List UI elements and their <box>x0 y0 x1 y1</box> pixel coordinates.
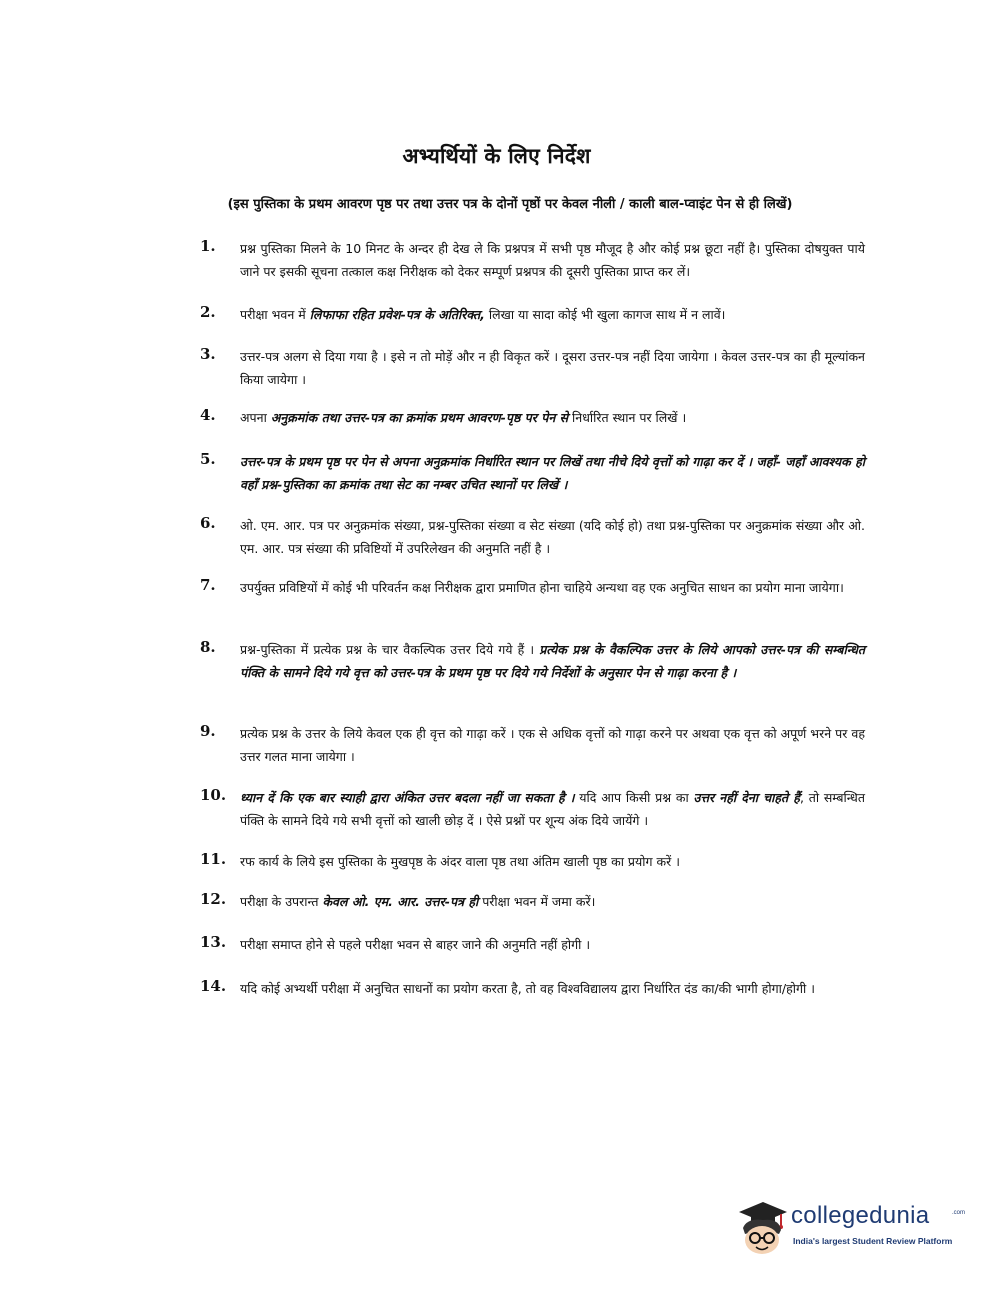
instruction-text <box>240 933 865 956</box>
instruction-text <box>240 977 865 1000</box>
instruction-text <box>240 237 865 283</box>
instruction-number: 10. <box>200 786 227 804</box>
instruction-segment: रफ कार्य के लिये इस पुस्तिका के मुखपृष्ठ के अंदर वाला पृष्ठ तथा अंतिम खाली पृष्ठ का प्रयोग करें । <box>240 854 680 869</box>
instruction-emphasis: उत्तर-पत्र के प्रथम पृष्ठ पर पेन से अपना अनुक्रमांक निर्धारित स्थान पर लिखें तथा नीचे दिये वृत्तों को गाढ़ा कर दें । जहाँ- जहाँ आवश्यक हो वहाँ प्रश्न-पुस्तिका का क्रमांक तथा सेट का नम्बर उचित स्थानों पर लिखें । <box>240 454 865 492</box>
instruction-emphasis: प्रत्येक प्रश्न के वैकल्पिक उत्तर के लिये आपको उत्तर-पत्र की सम्बन्धित पंक्ति के सामने दिये गये वृत्त को उत्तर-पत्र के प्रथम पृष्ठ पर दिये गये निर्देशों के अनुसार पेन से गाढ़ा करना है । <box>240 642 866 680</box>
instruction-text <box>240 406 865 429</box>
instruction-segment: प्रश्न पुस्तिका मिलने के 10 मिनट के अन्दर ही देख ले कि प्रश्नपत्र में सभी पृष्ठ मौजूद है और कोई प्रश्न छूटा नहीं है। पुस्तिका दोषयुक्त पाये जाने पर इसकी सूचना तत्काल कक्ष निरीक्षक को देकर सम्पूर्ण प्रश्नपत्र की दूसरी पुस्तिका प्राप्त कर लें। <box>240 241 865 279</box>
mascot-icon <box>733 1198 789 1256</box>
instruction-number: 14. <box>200 977 227 995</box>
instruction-segment: परीक्षा समाप्त होने से पहले परीक्षा भवन से बाहर जाने की अनुमति नहीं होगी । <box>240 937 591 952</box>
instruction-segment: , तो सम्बन्धित पंक्ति के सामने दिये गये सभी वृत्तों को खाली छोड़ दें । ऐसे प्रश्नों पर शून्य अंक दिये जायेंगे । <box>240 790 865 828</box>
page-title: अभ्यर्थियों के लिए निर्देश <box>402 144 591 168</box>
instruction-segment: निर्धारित स्थान पर लिखें । <box>568 410 687 425</box>
instruction-segment: यदि कोई अभ्यर्थी परीक्षा में अनुचित साधनों का प्रयोग करता है, तो वह विश्वविद्यालय द्वारा निर्धारित दंड का/की भागी होगा/होगी । <box>240 981 815 996</box>
instruction-text <box>240 890 865 913</box>
instruction-text <box>240 722 865 768</box>
instruction-emphasis: केवल ओ. एम. आर. उत्तर-पत्र ही <box>322 894 479 909</box>
instruction-number: 13. <box>200 933 227 951</box>
instruction-number: 12. <box>200 890 227 908</box>
brand-name: collegedunia <box>791 1202 930 1229</box>
instruction-segment: प्रत्येक प्रश्न के उत्तर के लिये केवल एक ही वृत्त को गाढ़ा करें । एक से अधिक वृत्तों को गाढ़ा करने पर अथवा एक वृत्त को अपूर्ण भरने पर वह उत्तर गलत माना जायेगा । <box>240 726 865 764</box>
instruction-text <box>240 576 865 599</box>
instruction-text <box>240 638 865 684</box>
instruction-text <box>240 850 865 873</box>
collegedunia-logo <box>733 1196 965 1260</box>
instruction-number: 6. <box>200 514 216 532</box>
page-subtitle: (इस पुस्तिका के प्रथम आवरण पृष्ठ पर तथा उत्तर पत्र के दोनों पृष्ठों पर केवल नीली / काली बाल-प्वाइंट पेन से ही लिखें) <box>227 197 793 212</box>
instruction-number: 4. <box>200 406 216 424</box>
instruction-number: 9. <box>200 722 216 740</box>
instruction-text <box>240 303 865 326</box>
instruction-emphasis: लिफाफा रहित प्रवेश-पत्र के अतिरिक्त, <box>309 307 485 322</box>
instruction-number: 7. <box>200 576 216 594</box>
instruction-segment: प्रश्न-पुस्तिका में प्रत्येक प्रश्न के चार वैकल्पिक उत्तर दिये गये हैं । <box>240 642 540 657</box>
instruction-number: 5. <box>200 450 216 468</box>
instruction-segment: अपना <box>240 410 271 425</box>
instruction-number: 3. <box>200 345 216 363</box>
instruction-emphasis: अनुक्रमांक तथा उत्तर-पत्र का क्रमांक प्रथम आवरण-पृष्ठ पर पेन से <box>270 410 569 425</box>
instruction-segment: लिखा या सादा कोई भी खुला कागज साथ में न लावें। <box>484 307 726 322</box>
instruction-number: 11. <box>200 850 227 868</box>
instruction-text <box>240 514 865 560</box>
brand-domain-suffix: .com <box>952 1210 966 1216</box>
instruction-emphasis: उत्तर नहीं देना चाहते हैं <box>693 790 800 805</box>
instruction-segment: उपर्युक्त प्रविष्टियों में कोई भी परिवर्तन कक्ष निरीक्षक द्वारा प्रमाणित होना चाहिये अन्यथा वह एक अनुचित साधन का प्रयोग माना जायेगा। <box>240 580 844 595</box>
instruction-segment: यदि आप किसी प्रश्न का <box>574 790 694 805</box>
instruction-segment: परीक्षा भवन में जमा करें। <box>478 894 596 909</box>
instruction-number: 1. <box>200 237 216 255</box>
brand-tagline: India's largest Student Review Platform <box>793 1236 953 1246</box>
instruction-number: 2. <box>200 303 216 321</box>
instruction-number: 8. <box>200 638 216 656</box>
instruction-text <box>240 345 865 391</box>
instruction-segment: ओ. एम. आर. पत्र पर अनुक्रमांक संख्या, प्रश्न-पुस्तिका संख्या व सेट संख्या (यदि कोई हो) तथा प्रश्न-पुस्तिका पर अनुक्रमांक संख्या और ओ. एम. आर. पत्र संख्या की प्रविष्टियों में उपरिलेखन की अनुमति नहीं है । <box>240 518 865 556</box>
instruction-text <box>240 450 865 496</box>
instruction-segment: उत्तर-पत्र अलग से दिया गया है । इसे न तो मोड़ें और न ही विकृत करें । दूसरा उत्तर-पत्र नहीं दिया जायेगा । केवल उत्तर-पत्र का ही मूल्यांकन किया जायेगा । <box>240 349 865 387</box>
instruction-emphasis: ध्यान दें कि एक बार स्याही द्वारा अंकित उत्तर बदला नहीं जा सकता है । <box>240 790 575 805</box>
instruction-text <box>240 786 865 832</box>
instruction-segment: परीक्षा भवन में <box>240 307 310 322</box>
instruction-segment: परीक्षा के उपरान्त <box>240 894 323 909</box>
